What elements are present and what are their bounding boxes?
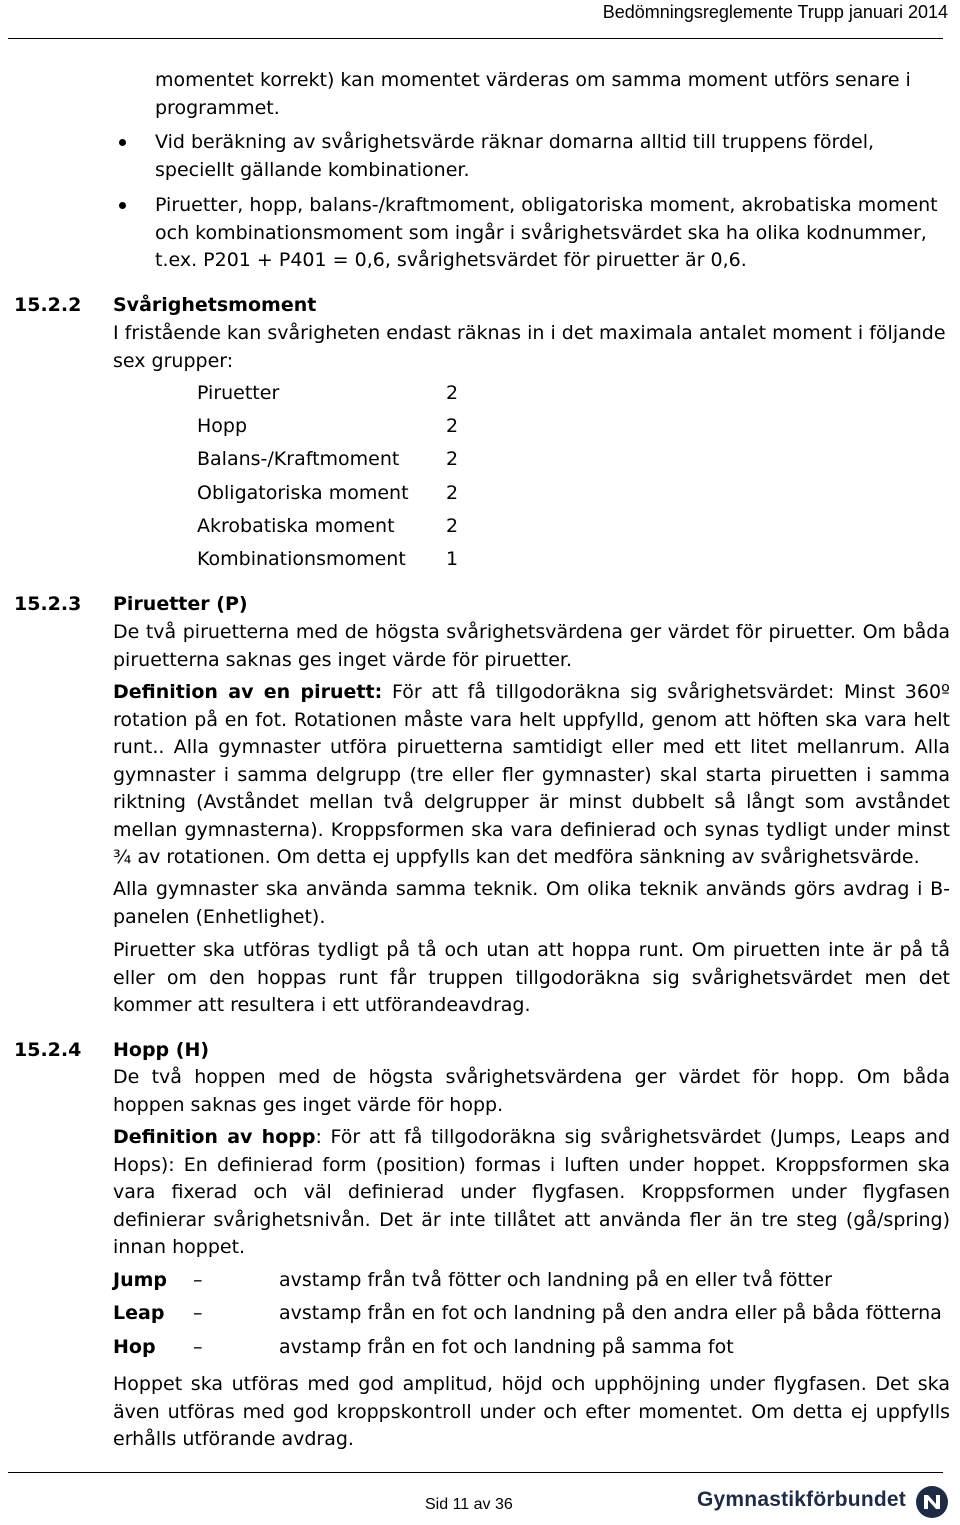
hopp-type-dash: – — [193, 1302, 203, 1325]
gymnastikforbundet-logo-icon — [915, 1485, 949, 1519]
bullet-icon — [119, 202, 126, 209]
footer-rule — [8, 1472, 943, 1473]
page-header-title: Bedömningsreglemente Trupp januari 2014 — [602, 2, 948, 22]
hopp-definition-label: Definition av hopp — [113, 1126, 316, 1148]
group-count: 2 — [446, 382, 459, 404]
hopp-types-list — [113, 1267, 950, 1367]
bullet-icon — [119, 139, 126, 146]
hopp-type-row — [113, 1334, 950, 1367]
group-count: 2 — [446, 514, 459, 537]
group-count: 2 — [446, 448, 459, 471]
section-title-svarighetsmoment: Svårighetsmoment — [113, 294, 317, 316]
difficulty-group-row — [197, 546, 497, 579]
section-number-15-2-2: 15.2.2 — [14, 294, 82, 316]
section-title-hopp: Hopp (H) — [113, 1039, 210, 1061]
piruett-definition-label: Definition av en piruett: — [113, 681, 383, 703]
piruetter-paragraph-4: Piruetter ska utföras tydligt på tå och utan att hoppa runt. Om piruetten inte är på tå eller om den hoppas runt får truppen tillgodoräkna sig svårighetsvärdet men det kommer att resultera i ett utförandeavdrag. — [113, 939, 950, 1016]
hopp-type-desc: avstamp från en fot och landning på samma fot — [279, 1335, 734, 1358]
hopp-paragraph-last: Hoppet ska utföras med god amplitud, höjd och upphöjning under flygfasen. Det ska även utföras med god kroppskontroll under och efter momentet. Om detta ej uppfylls erhålls utförande avdrag. — [113, 1373, 950, 1450]
group-count: 2 — [446, 415, 459, 438]
hopp-definition — [113, 1124, 950, 1262]
intro-continuation: momentet korrekt) kan momentet värderas om samma moment utförs senare i programmet. — [155, 69, 911, 119]
group-name: Obligatoriska moment — [197, 481, 409, 504]
piruetter-paragraph-3: Alla gymnaster ska använda samma teknik. Om olika teknik används görs avdrag i B-panelen (Enhetlighet). — [113, 878, 950, 928]
header-rule — [8, 38, 943, 39]
difficulty-group-row — [197, 446, 497, 479]
group-name: Kombinationsmoment — [197, 547, 406, 570]
intro-bullet-1: Vid beräkning av svårighetsvärde räknar domarna alltid till truppens fördel, speciellt gällande kombinationer. — [155, 131, 875, 181]
difficulty-group-row — [197, 513, 497, 546]
hopp-type-term: Leap — [113, 1302, 165, 1325]
hopp-definition-text: : För att få tillgodoräkna sig svårighetsvärdet (Jumps, Leaps and Hops): En definierad form (position) formas i luften under hoppet. Kroppsformen ska vara fixerad och väl definierad under flygfasen. Kroppsformen under flygfasen definierar svårighetsnivån. Det är inte tillåtet att använda fler än tre steg (gå/spring) innan hoppet. — [113, 1126, 950, 1258]
difficulty-group-row — [197, 380, 497, 413]
difficulty-group-row — [197, 480, 497, 513]
page-number: Sid 11 av 36 — [425, 1496, 513, 1513]
piruetter-paragraph-1: De två piruetterna med de högsta svårighetsvärdena ger värdet för piruetter. Om båda piruetterna saknas ges inget värde för piruetter. — [113, 621, 950, 671]
group-name: Akrobatiska moment — [197, 514, 395, 537]
intro-bullet-2: Piruetter, hopp, balans-/kraftmoment, obligatoriska moment, akrobatiska moment och kombinationsmoment som ingår i svårighetsvärdet ska ha olika kodnummer, t.ex. P201 + P401 = 0,6, svårighetsvärdet för piruetter är 0,6. — [155, 194, 938, 271]
hopp-type-term: Jump — [113, 1269, 167, 1291]
group-count: 1 — [446, 547, 459, 570]
hopp-type-term: Hop — [113, 1335, 156, 1358]
section-number-15-2-4: 15.2.4 — [14, 1039, 82, 1061]
group-count: 2 — [446, 481, 459, 504]
section-15-2-2-text: I fristående kan svårigheten endast räknas in i det maximala antalet moment i följande sex grupper: — [113, 322, 946, 372]
piruett-definition-text: För att få tillgodoräkna sig svårighetsvärdet: Minst 360º rotation på en fot. Rotationen måste vara helt uppfylld, genom att höften ska vara helt runt.. Alla gymnaster utföra piruetterna samtidigt eller med ett litet mellanrum. Alla gymnaster i samma delgrupp (tre eller fler gymnaster) skal starta piruetten i samma riktning (Avståndet mellan två delgrupper är minst dubbelt så långt som avståndet mellan gymnasterna). Kroppsformen ska vara definierad och synas tydligt under minst ¾ av rotationen. Om detta ej uppfylls kan det medföra sänkning av svårighetsvärde. — [113, 681, 950, 868]
hopp-type-row — [113, 1267, 950, 1300]
group-name: Hopp — [197, 415, 248, 438]
difficulty-group-row — [197, 413, 497, 446]
hopp-type-dash: – — [193, 1269, 203, 1291]
hopp-type-dash: – — [193, 1335, 203, 1358]
section-title-piruetter: Piruetter (P) — [113, 593, 248, 615]
group-name: Balans-/Kraftmoment — [197, 448, 400, 471]
hopp-type-desc: avstamp från två fötter och landning på en eller två fötter — [279, 1269, 832, 1291]
hopp-paragraph-1: De två hoppen med de högsta svårighetsvärdena ger värdet för hopp. Om båda hoppen saknas ges inget värde för hopp. — [113, 1066, 950, 1116]
difficulty-groups-list — [197, 380, 497, 579]
gymnastikforbundet-logo-text: Gymnastikförbundet — [697, 1488, 906, 1511]
hopp-type-desc: avstamp från en fot och landning på den andra eller på båda fötterna — [279, 1302, 942, 1325]
group-name: Piruetter — [197, 382, 280, 404]
piruett-definition — [113, 679, 950, 872]
section-number-15-2-3: 15.2.3 — [14, 593, 82, 615]
hopp-type-row — [113, 1300, 950, 1333]
